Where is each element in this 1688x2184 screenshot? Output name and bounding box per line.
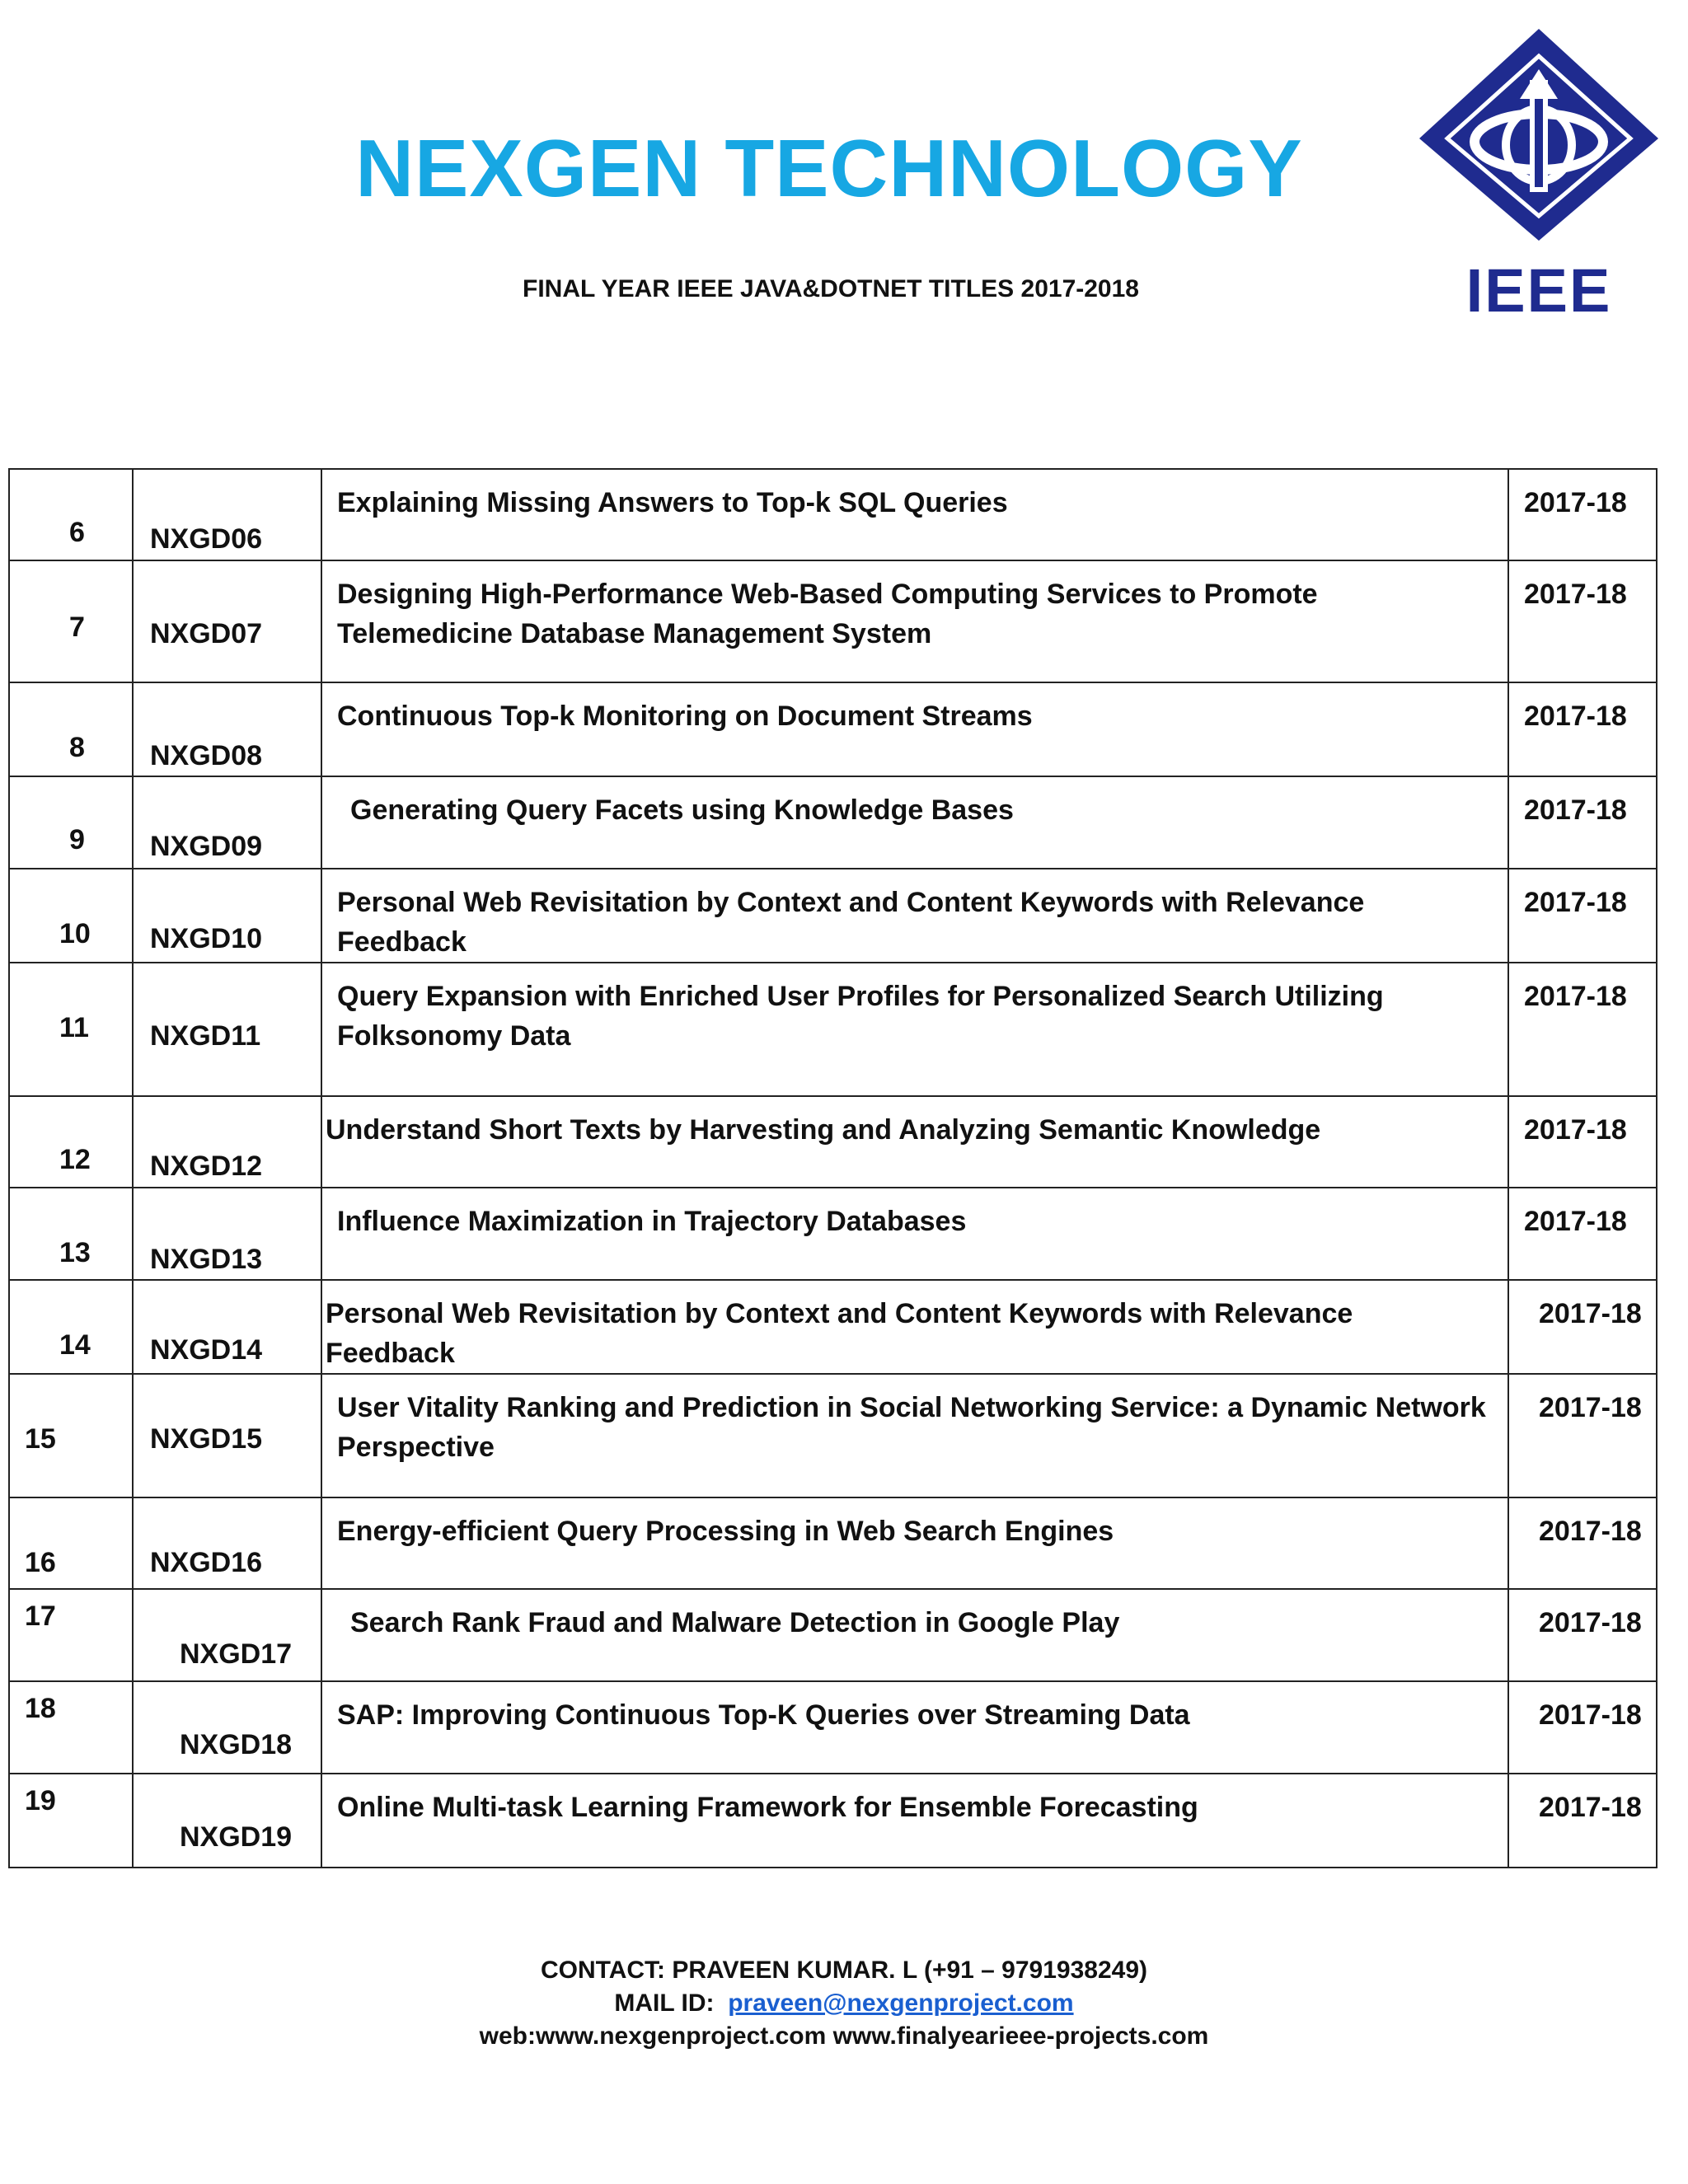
ieee-logo-text: IEEE [1465, 256, 1612, 325]
row-code: NXGD13 [150, 1244, 263, 1275]
row-title: Explaining Missing Answers to Top-k SQL Queries [337, 487, 1008, 518]
row-title-cell [321, 1497, 1508, 1589]
titles-table-body [9, 469, 1657, 1868]
row-number: 18 [25, 1693, 56, 1724]
table-row [9, 1280, 1657, 1374]
row-number-cell [9, 1589, 133, 1681]
row-number-cell [9, 963, 133, 1096]
row-year: 2017-18 [1539, 1699, 1642, 1731]
row-year-cell [1508, 1188, 1657, 1280]
row-year: 2017-18 [1539, 1792, 1642, 1823]
row-title: Understand Short Texts by Harvesting and Analyzing Semantic Knowledge [326, 1114, 1321, 1146]
company-title: NEXGEN TECHNOLOGY [355, 123, 1303, 213]
table-row [9, 1774, 1657, 1868]
row-year: 2017-18 [1524, 487, 1627, 518]
row-year-cell [1508, 1774, 1657, 1868]
row-code-cell [133, 1774, 321, 1868]
row-title-cell [321, 469, 1508, 560]
row-code-cell [133, 1374, 321, 1497]
row-title-cell [321, 776, 1508, 869]
row-year: 2017-18 [1524, 701, 1627, 732]
row-number-cell [9, 682, 133, 776]
ieee-logo [1411, 25, 1667, 325]
table-row [9, 1374, 1657, 1497]
row-number: 10 [59, 918, 91, 949]
row-title-cell [321, 1188, 1508, 1280]
row-number: 19 [25, 1785, 56, 1816]
row-title-cell [321, 1774, 1508, 1868]
table-row [9, 682, 1657, 776]
row-title-cell [321, 1374, 1508, 1497]
row-code-cell [133, 1681, 321, 1774]
row-year: 2017-18 [1524, 1206, 1627, 1237]
table-row [9, 1497, 1657, 1589]
row-year-cell [1508, 776, 1657, 869]
row-year: 2017-18 [1524, 887, 1627, 918]
row-year-cell [1508, 1497, 1657, 1589]
row-number: 17 [25, 1601, 56, 1632]
row-number-cell [9, 1497, 133, 1589]
row-title-cell [321, 963, 1508, 1096]
row-code: NXGD17 [180, 1638, 293, 1670]
table-row [9, 469, 1657, 560]
row-number: 15 [25, 1423, 56, 1455]
row-code-cell [133, 1280, 321, 1374]
row-number: 13 [59, 1237, 91, 1268]
row-title: SAP: Improving Continuous Top-K Queries over Streaming Data [337, 1699, 1190, 1731]
row-number: 16 [25, 1547, 56, 1578]
row-title: Personal Web Revisitation by Context and Content Keywords with Relevance Feedback [337, 887, 1365, 958]
row-code-cell [133, 776, 321, 869]
row-year-cell [1508, 1589, 1657, 1681]
row-number: 11 [59, 1012, 89, 1043]
row-year-cell [1508, 869, 1657, 963]
row-year: 2017-18 [1524, 1114, 1627, 1146]
table-row [9, 869, 1657, 963]
row-title: Influence Maximization in Trajectory Databases [337, 1206, 967, 1237]
row-code: NXGD08 [150, 740, 263, 771]
row-code: NXGD12 [150, 1151, 263, 1182]
row-title: Designing High-Performance Web-Based Computing Services to Promote Telemedicine Database Management System [337, 579, 1318, 649]
row-year-cell [1508, 1096, 1657, 1188]
row-year-cell [1508, 1280, 1657, 1374]
row-title: Energy-efficient Query Processing in Web Search Engines [337, 1516, 1114, 1547]
row-number: 14 [59, 1329, 91, 1361]
row-title: Generating Query Facets using Knowledge Bases [350, 794, 1014, 826]
row-title-cell [321, 1681, 1508, 1774]
document-subtitle: FINAL YEAR IEEE JAVA&DOTNET TITLES 2017-2018 [523, 275, 1139, 302]
row-code-cell [133, 1497, 321, 1589]
row-title-cell [321, 560, 1508, 682]
row-number-cell [9, 1280, 133, 1374]
row-code: NXGD06 [150, 523, 263, 555]
footer-mail [0, 1990, 1688, 2018]
table-row [9, 1681, 1657, 1774]
row-code: NXGD07 [150, 618, 263, 649]
row-number-cell [9, 1681, 133, 1774]
row-year: 2017-18 [1539, 1607, 1642, 1638]
row-number: 12 [59, 1144, 91, 1175]
row-code: NXGD15 [150, 1423, 263, 1455]
row-year-cell [1508, 560, 1657, 682]
row-title: User Vitality Ranking and Prediction in Social Networking Service: a Dynamic Network Perspective [337, 1392, 1486, 1463]
row-number: 6 [69, 517, 85, 548]
table-row [9, 1188, 1657, 1280]
footer-contact: CONTACT: PRAVEEN KUMAR. L (+91 – 9791938249) [540, 1957, 1148, 1984]
row-title-cell [321, 1280, 1508, 1374]
row-title: Query Expansion with Enriched User Profiles for Personalized Search Utilizing Folksonomy Data [337, 981, 1384, 1052]
row-code: NXGD14 [150, 1334, 263, 1366]
table-row [9, 1589, 1657, 1681]
row-number-cell [9, 1374, 133, 1497]
row-year-cell [1508, 469, 1657, 560]
row-code: NXGD11 [150, 1020, 261, 1052]
row-title: Online Multi-task Learning Framework for Ensemble Forecasting [337, 1792, 1198, 1823]
row-code-cell [133, 682, 321, 776]
row-year: 2017-18 [1539, 1298, 1642, 1329]
row-code-cell [133, 560, 321, 682]
row-number: 7 [69, 612, 85, 643]
row-code-cell [133, 469, 321, 560]
row-number-cell [9, 1774, 133, 1868]
row-year: 2017-18 [1524, 579, 1627, 610]
row-year-cell [1508, 963, 1657, 1096]
row-number: 8 [69, 732, 85, 763]
row-year: 2017-18 [1524, 794, 1627, 826]
row-number-cell [9, 469, 133, 560]
row-number-cell [9, 776, 133, 869]
row-year-cell [1508, 682, 1657, 776]
row-number-cell [9, 1096, 133, 1188]
row-title-cell [321, 682, 1508, 776]
row-code: NXGD09 [150, 831, 263, 862]
footer-web: web:www.nexgenproject.com www.finalyearieee-projects.com [479, 2022, 1209, 2050]
row-year-cell [1508, 1374, 1657, 1497]
row-year-cell [1508, 1681, 1657, 1774]
row-number-cell [9, 1188, 133, 1280]
table-row [9, 1096, 1657, 1188]
row-year: 2017-18 [1539, 1516, 1642, 1547]
ieee-diamond-icon [1411, 25, 1667, 247]
row-title: Personal Web Revisitation by Context and Content Keywords with Relevance Feedback [326, 1298, 1353, 1369]
titles-table [8, 468, 1658, 1868]
row-code: NXGD18 [180, 1729, 293, 1760]
footer-mail-link[interactable]: praveen@nexgenproject.com [728, 1990, 1074, 2017]
row-title: Continuous Top-k Monitoring on Document Streams [337, 701, 1033, 732]
row-title-cell [321, 869, 1508, 963]
row-code: NXGD10 [150, 923, 263, 954]
row-number: 9 [69, 824, 85, 855]
footer-mail-label: MAIL ID: [614, 1990, 715, 2017]
row-title-cell [321, 1589, 1508, 1681]
row-code-cell [133, 1589, 321, 1681]
row-code: NXGD19 [180, 1821, 293, 1853]
row-code-cell [133, 869, 321, 963]
table-row [9, 776, 1657, 869]
row-year: 2017-18 [1524, 981, 1627, 1012]
table-row [9, 963, 1657, 1096]
row-number-cell [9, 560, 133, 682]
row-code-cell [133, 1188, 321, 1280]
row-code: NXGD16 [150, 1547, 263, 1578]
row-code-cell [133, 1096, 321, 1188]
row-number-cell [9, 869, 133, 963]
row-year: 2017-18 [1539, 1392, 1642, 1423]
row-title: Search Rank Fraud and Malware Detection in Google Play [350, 1607, 1120, 1638]
row-title-cell [321, 1096, 1508, 1188]
table-row [9, 560, 1657, 682]
row-code-cell [133, 963, 321, 1096]
